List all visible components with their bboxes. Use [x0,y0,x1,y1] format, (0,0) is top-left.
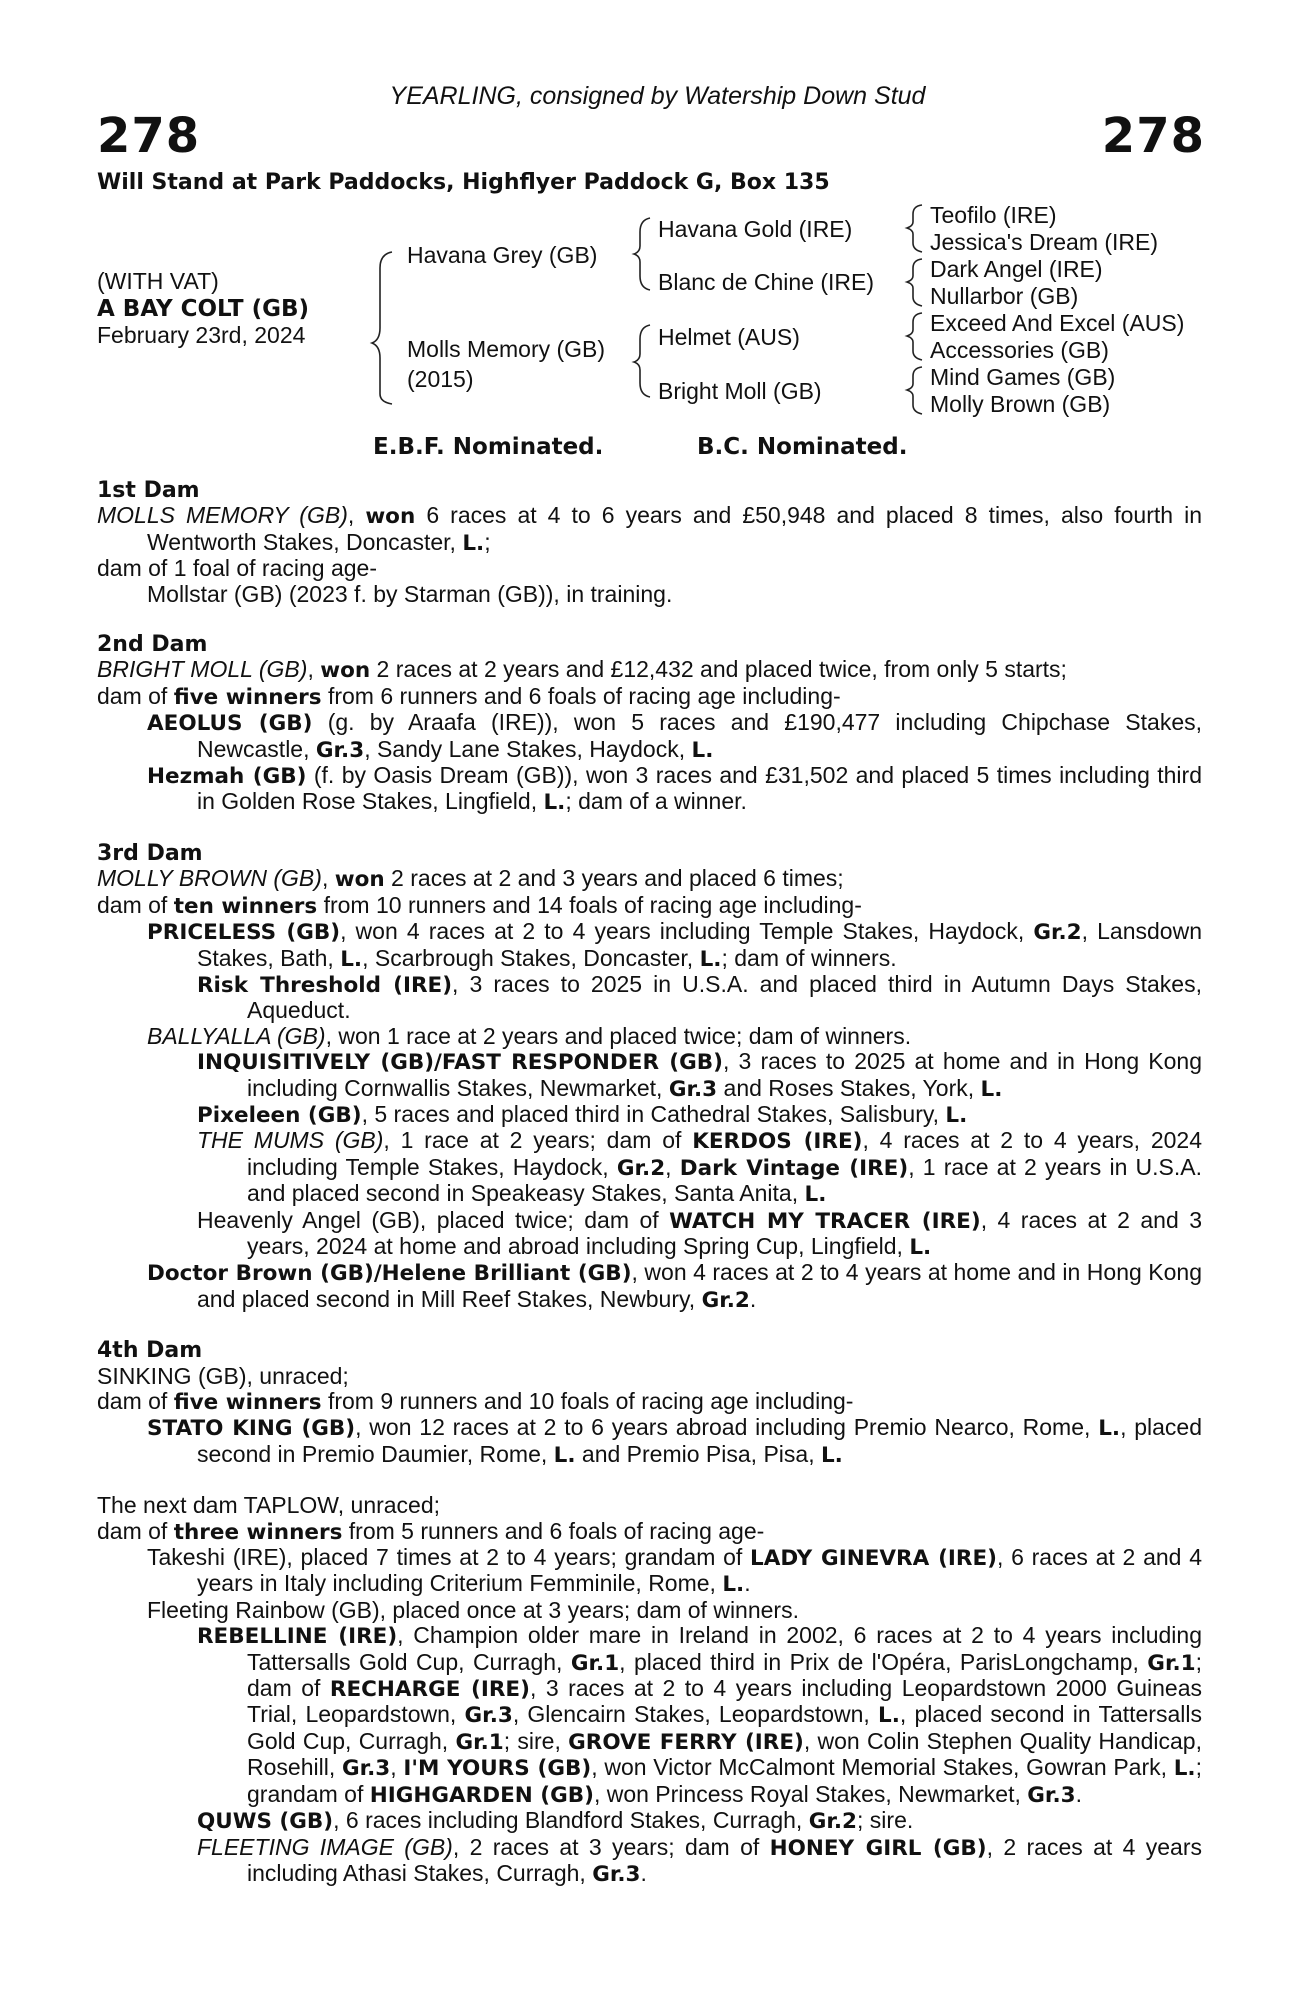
fifth-dam-record: The next dam TAPLOW, unraced; [97,1492,441,1519]
text-run: Gr.2 [808,1809,858,1835]
text-run: QUWS (GB) [197,1809,334,1835]
text-run: L. [1173,1756,1196,1782]
text-run: KERDOS (IRE) [692,1129,863,1155]
first-dam-produce-summary: dam of 1 foal of racing age- [97,555,377,582]
third-dam-produce-summary [97,893,1202,919]
pedigree-sire-dam: Blanc de Chine (IRE) [658,269,875,295]
text-run: , won Princess Royal Stakes, Newmarket, [593,1780,1028,1807]
text-run: won [365,504,416,530]
text-run: won [320,658,371,684]
text-run: Gr.2 [616,1155,666,1181]
text-run: dam of [97,1388,174,1414]
pedigree-dam: Molls Memory (GB) [407,336,606,362]
text-run: , 6 races including Blandford Stakes, Curragh, [333,1807,809,1834]
fifth-dam-grandproduce [97,1623,1202,1808]
fourth-dam-produce [97,1415,1202,1468]
text-run: L. [553,1442,576,1468]
pedigree-ssd: Jessica's Dream (IRE) [930,229,1159,255]
text-run: , Sandy Lane Stakes, Haydock, [364,735,692,762]
text-run: five winners [173,684,322,710]
text-run: FLEETING IMAGE (GB) [197,1833,453,1860]
text-run: Pixeleen (GB) [197,1102,362,1128]
text-run: , 3 races to 2025 at home and in Hong Kong including Cornwallis Stakes, Newmarket, [247,1048,1202,1101]
text-run: THE MUMS (GB) [197,1127,384,1154]
text-run: , 2 races at 3 years; dam of [452,1833,770,1860]
text-run: , won Victor McCalmont Memorial Stakes, Gowran Park, [591,1754,1174,1781]
text-run: ; dam of a winner. [565,788,747,815]
text-run: , [307,656,321,683]
lot-number-right: 278 [1101,108,1205,164]
text-run: Doctor Brown (GB)/Helene Brilliant (GB) [147,1261,632,1287]
text-run: (f. by Oasis Dream (GB)), won 3 races and £31,502 and placed 5 times including third in Golden Rose Stakes, Lingfield, [197,762,1202,815]
text-run: STATO KING (GB) [147,1416,356,1442]
bc-nomination: B.C. Nominated. [697,434,908,460]
text-run: , Champion older mare in Ireland in 2002, 6 races at 2 to 4 years including Tattersalls Gold Cup, Curragh, [247,1622,1202,1675]
text-run: . [744,1570,751,1597]
text-run: , won 4 races at 2 to 4 years including Temple Stakes, Haydock, [340,918,1034,945]
text-run: , 4 races at 2 to 4 years, 2024 including Temple Stakes, Haydock, [247,1127,1203,1180]
text-run: BRIGHT MOLL (GB) [97,656,308,683]
text-run: L. [691,737,714,763]
text-run: MOLLY BROWN (GB) [97,865,322,892]
third-dam-record [97,866,1202,892]
text-run: L. [820,1442,843,1468]
text-run: Gr.1 [570,1650,620,1676]
text-run: L. [699,946,722,972]
text-run: REBELLINE (IRE) [197,1624,398,1650]
text-run: , won 1 race at 2 years and placed twice; dam of winners. [325,1022,912,1049]
pedigree-dam-sire: Helmet (AUS) [658,324,800,350]
text-run: RECHARGE (IRE) [329,1677,530,1703]
third-dam-produce [97,919,1202,972]
text-run: five winners [173,1390,322,1415]
fourth-dam-heading: 4th Dam [97,1338,203,1364]
pedigree-dds: Mind Games (GB) [930,364,1116,390]
fourth-dam-produce-summary [97,1389,1202,1415]
text-run: HIGHGARDEN (GB) [369,1782,594,1808]
text-run: L. [804,1182,827,1208]
text-run: ; sire, [503,1727,569,1754]
text-run: , 2 races at 4 years including Athasi Stakes, Curragh, [247,1833,1202,1886]
text-run: Takeshi (IRE), placed 7 times at 2 to 4 years; grandam of [147,1544,751,1571]
pedigree-sire: Havana Grey (GB) [407,242,598,268]
text-run: , 6 races at 2 and 4 years in Italy including Criterium Femminile, Rome, [197,1544,1203,1597]
text-run: Gr.3 [341,1756,391,1782]
text-run: , [321,865,335,892]
text-run: . [749,1285,757,1312]
fifth-dam-grandproduce [97,1808,1202,1834]
text-run: 2 races at 2 years and £12,432 and placed twice, from only 5 starts; [370,656,1067,683]
text-run: from 6 runners and 6 foals of racing age including- [321,682,841,709]
ebf-nomination: E.B.F. Nominated. [373,434,604,460]
text-run: Gr.1 [455,1729,504,1755]
text-run: , won 4 races at 2 to 4 years at home and in Hong Kong and placed second in Mill Reef Stakes, Newbury, [197,1259,1202,1312]
text-run: Hezmah (GB) [147,764,307,790]
text-run: , Glencairn Stakes, Leopardstown, [512,1701,878,1728]
text-run: L. [980,1076,1003,1102]
horse-name: A BAY COLT (GB) [97,296,310,322]
text-run: dam of [97,1517,174,1544]
text-run: , placed second in Tattersalls Gold Cup, Curragh, [247,1701,1202,1754]
text-run: (g. by Araafa (IRE)), won 5 races and £190,477 including Chipchase Stakes, Newcastle, [197,709,1203,762]
text-run: ; grandam of [247,1754,1202,1807]
text-run: L. [878,1703,900,1729]
text-run: , Lansdown Stakes, Bath, [197,918,1202,971]
text-run: Dark Vintage (IRE) [679,1155,909,1181]
text-run: , 5 races and placed third in Cathedral Stakes, Salisbury, [361,1100,946,1127]
text-run: L. [945,1102,968,1128]
third-dam-grandproduce [97,1128,1202,1207]
text-run: , Scarbrough Stakes, Doncaster, [362,944,700,971]
lot-number-left: 278 [97,108,201,164]
pedigree-dam-dam: Bright Moll (GB) [658,378,822,404]
fifth-dam-produce: Fleeting Rainbow (GB), placed once at 3 years; dam of winners. [147,1596,799,1623]
third-dam-grandproduce [97,1049,1202,1102]
text-run: , [390,1754,404,1781]
text-run: ; dam of [247,1648,1202,1702]
text-run: L. [340,946,363,972]
first-dam-name: MOLLS MEMORY (GB) [97,502,348,529]
text-run: , won Colin Stephen Quality Handicap, Rosehill, [247,1727,1202,1781]
second-dam-produce-summary [97,684,1202,710]
fifth-dam-produce-summary [97,1519,1202,1545]
text-run: from 5 runners and 6 foals of racing age- [342,1517,765,1544]
pedigree-dss: Exceed And Excel (AUS) [930,310,1185,336]
text-run: GROVE FERRY (IRE) [568,1729,804,1755]
text-run: INQUISITIVELY (GB)/FAST RESPONDER (GB) [197,1050,723,1076]
text-run: PRICELESS (GB) [147,920,341,946]
text-run: , placed third in Prix de l'Opéra, ParisLongchamp, [619,1648,1148,1675]
text-run: ; dam of winners. [721,944,897,971]
text-run: 2 races at 2 and 3 years and placed 6 times; [384,865,844,892]
pedigree-dam-year: (2015) [407,366,474,392]
text-run: Heavenly Angel (GB), placed twice; dam of [197,1206,670,1233]
fourth-dam-record: SINKING (GB), unraced; [97,1362,349,1389]
catalogue-body [97,478,1202,1887]
first-dam-heading: 1st Dam [97,478,200,503]
text-run: Gr.2 [701,1287,750,1313]
text-run: ten winners [173,893,318,919]
third-dam-grandproduce [97,972,1202,1024]
text-run: BALLYALLA (GB) [147,1022,326,1049]
third-dam-heading: 3rd Dam [97,840,203,866]
text-run: , [347,502,366,529]
vat-note: (WITH VAT) [97,268,219,294]
text-run: Gr.3 [315,737,365,763]
text-run: three winners [173,1519,343,1545]
text-run: Gr.3 [464,1703,513,1729]
pedigree-sire-sire: Havana Gold (IRE) [658,216,853,242]
text-run: , won 12 races at 2 to 6 years abroad including Premio Nearco, Rome, [355,1414,1099,1441]
text-run: Gr.1 [1147,1650,1196,1676]
text-run: , placed second in Premio Daumier, Rome, [197,1414,1203,1467]
pedigree-sdd: Nullarbor (GB) [930,283,1079,309]
text-run: L. [462,530,485,556]
stand-location: Will Stand at Park Paddocks, Highflyer Paddock G, Box 135 [97,170,830,195]
text-run: L. [1098,1416,1121,1442]
text-run: and Roses Stakes, York, [717,1074,981,1101]
text-run: , 3 races at 2 to 4 years including Leopardstown 2000 Guineas Trial, Leopardstown, [247,1675,1202,1728]
text-run: , [665,1153,680,1180]
consignor-line: YEARLING, consigned by Watership Down Stud [389,82,926,110]
text-run: AEOLUS (GB) [147,711,313,737]
text-run: WATCH MY TRACER (IRE) [669,1208,981,1234]
text-run: , 4 races at 2 and 3 years, 2024 at home and abroad including Spring Cup, Lingfield, [247,1206,1203,1259]
text-run: I'M YOURS (GB) [403,1756,592,1782]
second-dam-produce [97,710,1202,763]
first-dam-record [97,503,1202,556]
text-run: , 1 race at 2 years in U.S.A. and placed second in Speakeasy Stakes, Santa Anita, [247,1153,1203,1207]
fifth-dam-produce [97,1545,1202,1598]
text-run: ; sire. [857,1807,914,1834]
text-run: Gr.3 [592,1861,641,1887]
text-run: Risk Threshold (IRE) [197,972,453,998]
text-run: LADY GINEVRA (IRE) [750,1546,997,1572]
text-run: dam of [97,891,174,918]
text-run: and Premio Pisa, Pisa, [575,1440,821,1467]
text-run: Gr.2 [1033,920,1082,946]
text-run: Gr.3 [668,1076,718,1102]
pedigree-sss: Teofilo (IRE) [930,202,1057,228]
second-dam-produce [97,763,1202,816]
third-dam-produce [97,1024,1202,1049]
text-run: dam of [97,682,174,709]
text-run: , 3 races to 2025 in U.S.A. and placed third in Autumn Days Stakes, Aqueduct. [247,970,1202,1024]
second-dam-heading: 2nd Dam [97,632,208,658]
text-run: . [1075,1780,1082,1807]
foaling-date: February 23rd, 2024 [97,322,306,348]
text-run: won [334,867,385,893]
text-run: L. [909,1234,932,1260]
text-run: , 1 race at 2 years; dam of [383,1127,693,1154]
third-dam-grandproduce [97,1208,1202,1261]
text-run: HONEY GIRL (GB) [769,1835,987,1861]
pedigree-ddd: Molly Brown (GB) [930,391,1111,417]
pedigree-dsd: Accessories (GB) [930,337,1109,363]
text-run: L. [722,1572,745,1598]
text-run: . [640,1859,647,1886]
third-dam-produce [97,1260,1202,1313]
text-run: 6 races at 4 to 6 years and £50,948 and placed 8 times, also fourth in Wentworth Stakes, Doncaster, [147,502,1203,555]
third-dam-grandproduce [97,1102,1202,1128]
text-run: ; [484,528,491,555]
text-run: from 9 runners and 10 foals of racing age including- [321,1388,854,1414]
second-dam-record [97,657,1202,683]
text-run: L. [543,790,566,816]
fifth-dam-grandproduce [97,1835,1202,1888]
first-dam-foal: Mollstar (GB) (2023 f. by Starman (GB)), in training. [147,580,673,607]
text-run: from 10 runners and 14 foals of racing age including- [317,891,862,918]
text-run: Gr.3 [1027,1782,1076,1808]
pedigree-sds: Dark Angel (IRE) [930,256,1103,282]
